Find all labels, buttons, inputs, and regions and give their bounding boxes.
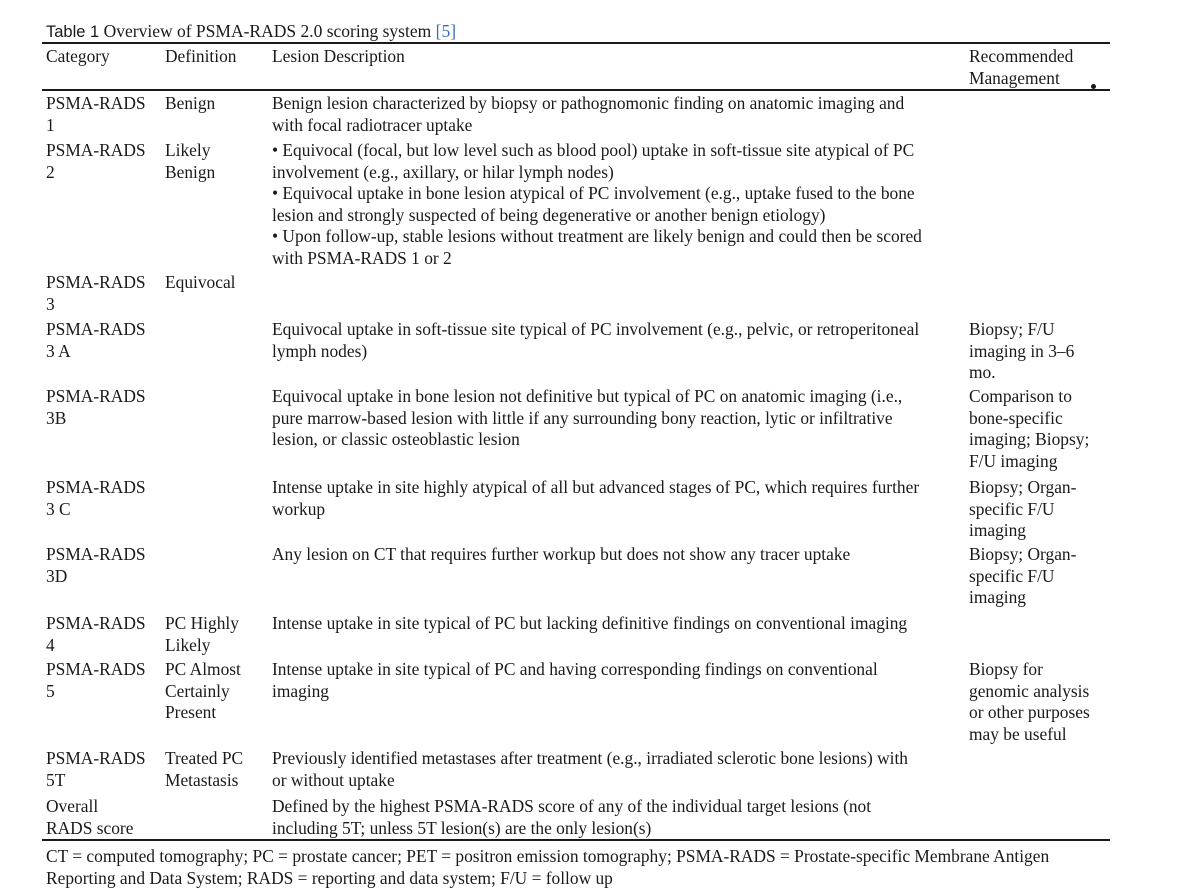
definition-cell [165,140,265,183]
management-cell [969,46,1097,89]
table-row [0,748,1200,790]
category-cell-line: PSMA-RADS [46,140,146,160]
description-cell-line: workup [272,498,326,519]
description-cell [272,544,962,566]
category-cell-line: PSMA-RADS [46,386,146,406]
description-cell-line: Equivocal uptake in bone lesion not definitive but typical of PC on anatomic imaging (i.e., [272,386,903,406]
management-cell-line: Biopsy; Organ- [969,477,1077,497]
management-cell-line: may be useful [969,723,1067,744]
description-cell [272,386,962,451]
reference-link[interactable]: 5 [441,21,451,41]
definition-cell-line: PC Highly [165,613,239,633]
definition-cell-line: Definition [165,46,237,66]
description-cell [272,140,962,270]
caption-text: Overview of PSMA-RADS 2.0 scoring system [103,21,432,41]
definition-cell [165,613,265,656]
footnote-line: Reporting and Data System; RADS = reporting and data system; F/U = follow up [46,867,613,888]
description-cell-line: • Equivocal (focal, but low level such as blood pool) uptake in soft-tissue site atypical of PC [272,140,915,160]
category-cell-line: 3 C [46,498,71,519]
definition-cell-line: Likely [165,140,211,160]
management-cell-line: imaging; Biopsy; [969,429,1090,450]
description-cell-line: • Equivocal uptake in bone lesion atypical of PC involvement (e.g., uptake fused to the bone [272,183,915,204]
management-cell [969,477,1097,542]
management-cell-line: imaging [969,587,1026,608]
category-cell-line: PSMA-RADS [46,319,146,339]
table-row [0,272,1200,314]
category-cell [46,386,160,429]
description-cell-line: Benign lesion characterized by biopsy or pathognomonic finding on anatomic imaging and [272,93,905,113]
category-cell [46,477,160,520]
definition-cell [165,748,265,791]
definition-cell [165,46,265,68]
description-cell-line: Intense uptake in site typical of PC and having corresponding findings on conventional [272,659,878,679]
category-cell [46,796,160,839]
management-cell-line: Recommended [969,46,1074,66]
category-cell-line: Overall [46,796,99,816]
category-cell [46,140,160,183]
table-header-rule [42,89,1110,91]
category-cell-line: PSMA-RADS [46,272,146,292]
management-cell [969,386,1097,472]
table-header-row [0,46,1200,88]
category-cell [46,319,160,362]
category-cell-line: 3D [46,565,68,586]
table-footnote [46,846,1049,889]
description-cell-line: Defined by the highest PSMA-RADS score of any of the individual target lesions (not [272,796,872,816]
description-cell-line: Intense uptake in site highly atypical of all but advanced stages of PC, which requires further [272,477,920,497]
category-cell-line: PSMA-RADS [46,659,146,679]
category-cell [46,659,160,702]
category-cell-line: 1 [46,114,55,135]
management-cell [969,319,1097,384]
table-label: Table 1 [46,23,100,41]
description-cell-line: lesion and strongly suspected of being degenerative or another benign etiology) [272,204,826,225]
description-cell [272,319,962,362]
management-cell-line: Biopsy; F/U [969,319,1055,339]
description-cell-line: Equivocal uptake in soft-tissue site typical of PC involvement (e.g., pelvic, or retroperitoneal [272,319,920,339]
description-cell [272,796,962,839]
description-cell-line: imaging [272,680,329,701]
definition-cell [165,659,265,724]
management-cell-line: genomic analysis [969,680,1090,701]
description-cell-line: Intense uptake in site typical of PC but lacking definitive findings on conventional imaging [272,613,908,633]
description-cell-line: with PSMA-RADS 1 or 2 [272,247,452,268]
description-cell-line: or without uptake [272,769,395,790]
description-cell-line: with focal radiotracer uptake [272,114,473,135]
category-cell [46,272,160,315]
management-cell-line: imaging [969,520,1026,541]
category-cell-line: 3 A [46,340,71,361]
definition-cell [165,93,265,115]
category-cell-line: 5T [46,769,66,790]
category-cell-line: PSMA-RADS [46,544,146,564]
category-cell-line: 3 [46,293,55,314]
table-row [0,319,1200,383]
category-cell [46,748,160,791]
category-cell-line: RADS score [46,817,134,838]
table-bottom-rule [42,839,1110,841]
description-cell [272,477,962,520]
category-cell-line: 2 [46,161,55,182]
reference-bracket-open: [ [435,21,442,41]
footnote-line: CT = computed tomography; PC = prostate cancer; PET = positron emission tomography; PSMA-RADS = Prostate-specific Membrane Antigen [46,846,1050,866]
description-cell-line: lymph nodes) [272,340,368,361]
description-cell-line: including 5T; unless 5T lesion(s) are the only lesion(s) [272,817,652,838]
definition-cell-line: Likely [165,634,211,655]
table-caption [46,20,456,43]
management-cell-line: mo. [969,362,996,383]
definition-cell-line: Certainly [165,680,230,701]
management-cell-line: imaging in 3–6 [969,340,1075,361]
table-row [0,544,1200,608]
table-row [0,93,1200,135]
description-cell [272,659,962,702]
management-cell-line: F/U imaging [969,450,1058,471]
management-cell [969,659,1097,745]
description-cell [272,46,962,68]
management-cell [969,544,1097,609]
category-cell-line: 5 [46,680,55,701]
reference-bracket-close: ] [450,21,457,41]
category-cell-line: PSMA-RADS [46,477,146,497]
description-cell [272,748,962,791]
description-cell-line: pure marrow-based lesion with little if any surrounding bony reaction, lytic or infiltrative [272,407,893,428]
definition-cell-line: Benign [165,93,216,113]
management-cell-line: Biopsy for [969,659,1043,679]
category-cell-line: Category [46,46,110,66]
description-cell [272,613,962,635]
definition-cell-line: Benign [165,161,216,182]
management-cell-line: Biopsy; Organ- [969,544,1077,564]
category-cell [46,613,160,656]
table-row [0,796,1200,838]
table-top-rule [42,42,1110,44]
table-row [0,386,1200,471]
category-cell-line: 4 [46,634,55,655]
table-row [0,140,1200,268]
category-cell [46,544,160,587]
description-cell-line: lesion, or classic osteoblastic lesion [272,429,520,450]
definition-cell-line: Metastasis [165,769,239,790]
management-cell-line: specific F/U [969,498,1055,519]
description-cell [272,93,962,136]
description-cell-line: Lesion Description [272,46,405,66]
definition-cell-line: PC Almost [165,659,241,679]
definition-cell-line: Equivocal [165,272,236,292]
description-cell-line: Previously identified metastases after treatment (e.g., irradiated sclerotic bone lesions) with [272,748,908,768]
category-cell [46,93,160,136]
management-cell-line: Management [969,67,1060,88]
management-cell-line: or other purposes [969,702,1090,723]
category-cell-line: PSMA-RADS [46,93,146,113]
description-cell-line: involvement (e.g., axillary, or hilar lymph nodes) [272,161,614,182]
category-cell-line: PSMA-RADS [46,613,146,633]
description-cell-line: • Upon follow-up, stable lesions without treatment are likely benign and could then be scored [272,226,922,247]
definition-cell [165,272,265,294]
management-cell-line: bone-specific [969,407,1063,428]
table-row [0,613,1200,655]
category-cell [46,46,160,68]
category-cell-line: 3B [46,407,67,428]
description-cell-line: Any lesion on CT that requires further workup but does not show any tracer uptake [272,544,851,564]
table-row [0,659,1200,744]
table-row [0,477,1200,541]
management-cell-line: specific F/U [969,565,1055,586]
definition-cell-line: Present [165,702,217,723]
category-cell-line: PSMA-RADS [46,748,146,768]
management-cell-line: Comparison to [969,386,1072,406]
definition-cell-line: Treated PC [165,748,244,768]
